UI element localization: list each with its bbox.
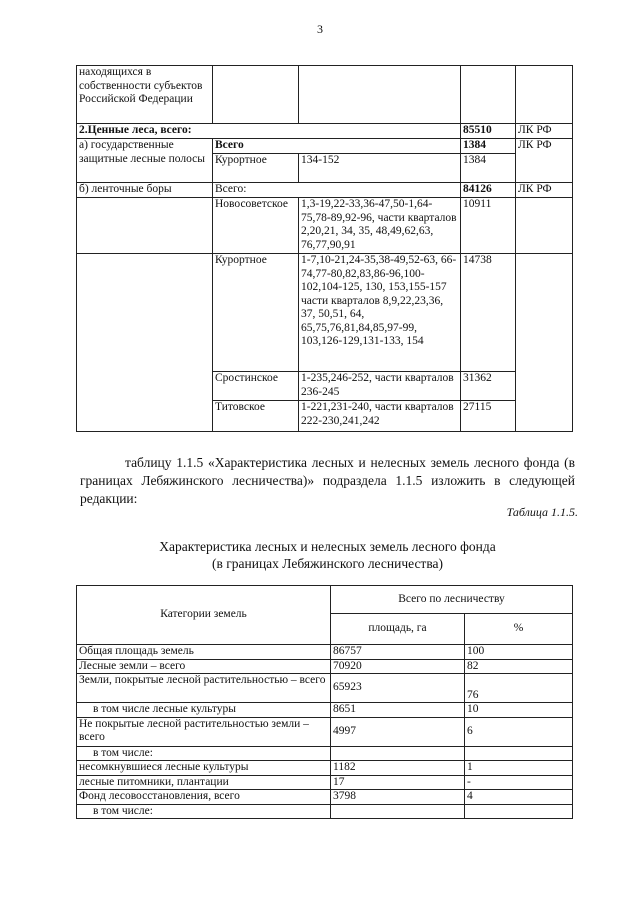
table-row (77, 124, 573, 139)
table-cell: 1-221,231-240, части кварталов 222-230,241,242 (299, 401, 461, 432)
row-area (331, 746, 465, 761)
row-percent: 76 (465, 674, 573, 703)
header-total: Всего по лесничеству (331, 586, 573, 614)
table-cell: Курортное (213, 154, 299, 183)
table-cell (299, 254, 461, 372)
row-percent: 100 (465, 645, 573, 660)
table-cell: Курортное (213, 254, 299, 372)
row-area: 70920 (331, 659, 465, 674)
table-cell (77, 198, 213, 254)
table-cell: Сростинское (213, 372, 299, 401)
table-cell: ЛК РФ (516, 124, 573, 139)
table-header-row (77, 586, 573, 614)
partial-quarters-list: части кварталов 8,9,22,23,36, 37, 50,51, 64, 65,75,76,81,84,85,97-99, 103,126-129,131-133, 154 (301, 294, 444, 347)
row-label: Общая площадь земель (77, 645, 331, 660)
table-cell: находящихся в собственности субъектов Российской Федерации (77, 66, 213, 124)
row-percent: - (465, 775, 573, 790)
row-label: несомкнувшиеся лесные культуры (77, 761, 331, 776)
table-cell (516, 198, 573, 254)
header-categories: Категории земель (77, 586, 331, 645)
table-row (77, 761, 573, 776)
table-cell (516, 254, 573, 432)
row-label: Лесные земли – всего (77, 659, 331, 674)
table-row (77, 775, 573, 790)
table-title-line1: Характеристика лесных и нелесных земель лесного фонда (159, 539, 496, 554)
row-label: лесные питомники, плантации (77, 775, 331, 790)
row-label: в том числе: (77, 804, 331, 819)
table-cell (461, 66, 516, 124)
page-number: 3 (317, 22, 323, 36)
row-label: в том числе: (77, 746, 331, 761)
row-percent: 4 (465, 790, 573, 805)
table-row (77, 198, 573, 254)
table-cell (77, 254, 213, 432)
row-percent (465, 746, 573, 761)
table-cell: 27115 (461, 401, 516, 432)
row-area: 8651 (331, 703, 465, 718)
table-cell (299, 66, 461, 124)
table-cell: 14738 (461, 254, 516, 372)
table-row (77, 254, 573, 372)
table-cell: 134-152 (299, 154, 461, 183)
table-row (77, 703, 573, 718)
table-cell: Титовское (213, 401, 299, 432)
row-area: 86757 (331, 645, 465, 660)
row-percent: 1 (465, 761, 573, 776)
table-row (77, 139, 573, 154)
table-cell: Новосоветское (213, 198, 299, 254)
row-area: 3798 (331, 790, 465, 805)
row-area: 4997 (331, 717, 465, 746)
table-row (77, 66, 573, 124)
table-row (77, 804, 573, 819)
row-label: Не покрытые лесной растительностью земли – всего (77, 717, 331, 746)
table-cell: ЛК РФ (516, 139, 573, 183)
row-label: в том числе лесные культуры (77, 703, 331, 718)
table-row (77, 674, 573, 703)
valuable-forests-table (76, 65, 573, 432)
row-label: Земли, покрытые лесной растительностью – всего (77, 674, 331, 703)
row-area: 1182 (331, 761, 465, 776)
table-title (80, 538, 575, 572)
table-cell: 1-235,246-252, части кварталов 236-245 (299, 372, 461, 401)
row-area (331, 804, 465, 819)
land-categories-table (76, 585, 573, 819)
table-cell: 31362 (461, 372, 516, 401)
table-label: Таблица 1.1.5. (506, 505, 578, 519)
table-title-line2: (в границах Лебяжинского лесничества) (211, 556, 444, 571)
row-percent: 82 (465, 659, 573, 674)
table-cell: а) государственные защитные лесные полосы (77, 139, 213, 183)
table-cell: 1384 (461, 154, 516, 183)
row-area: 17 (331, 775, 465, 790)
row-percent: 10 (465, 703, 573, 718)
table-cell (516, 66, 573, 124)
table-row (77, 746, 573, 761)
table-cell: Всего (213, 139, 461, 154)
table-cell (213, 66, 299, 124)
table-row (77, 659, 573, 674)
table-cell: 1,3-19,22-33,36-47,50-1,64-75,78-89,92-96, части кварталов 2,20,21, 34, 35, 48,49,62,63, 76,77,90,91 (299, 198, 461, 254)
table-cell: 1384 (461, 139, 516, 154)
table-cell: Всего: (213, 183, 461, 198)
table-cell: б) ленточные боры (77, 183, 213, 198)
table-row (77, 790, 573, 805)
amendment-paragraph: таблицу 1.1.5 «Характеристика лесных и нелесных земель лесного фонда (в границах Лебяжинского лесничества)» подраздела 1.1.5 изложить в следующей редакции: (80, 455, 575, 506)
table-cell: 10911 (461, 198, 516, 254)
quarters-list: 1-7,10-21,24-35,38-49,52-63, 66-74,77-80,82,83,86-96,100-102,104-125, 130, 153,155-157 (301, 254, 457, 293)
table-cell: 85510 (461, 124, 516, 139)
table-cell: 2.Ценные леса, всего: (77, 124, 461, 139)
table-row (77, 717, 573, 746)
header-area: площадь, га (331, 614, 465, 645)
row-area: 65923 (331, 674, 465, 703)
row-percent: 6 (465, 717, 573, 746)
table-row (77, 645, 573, 660)
table-cell: 84126 (461, 183, 516, 198)
table-cell: ЛК РФ (516, 183, 573, 198)
table-row (77, 183, 573, 198)
row-label: Фонд лесовосстановления, всего (77, 790, 331, 805)
row-percent (465, 804, 573, 819)
header-percent: % (465, 614, 573, 645)
